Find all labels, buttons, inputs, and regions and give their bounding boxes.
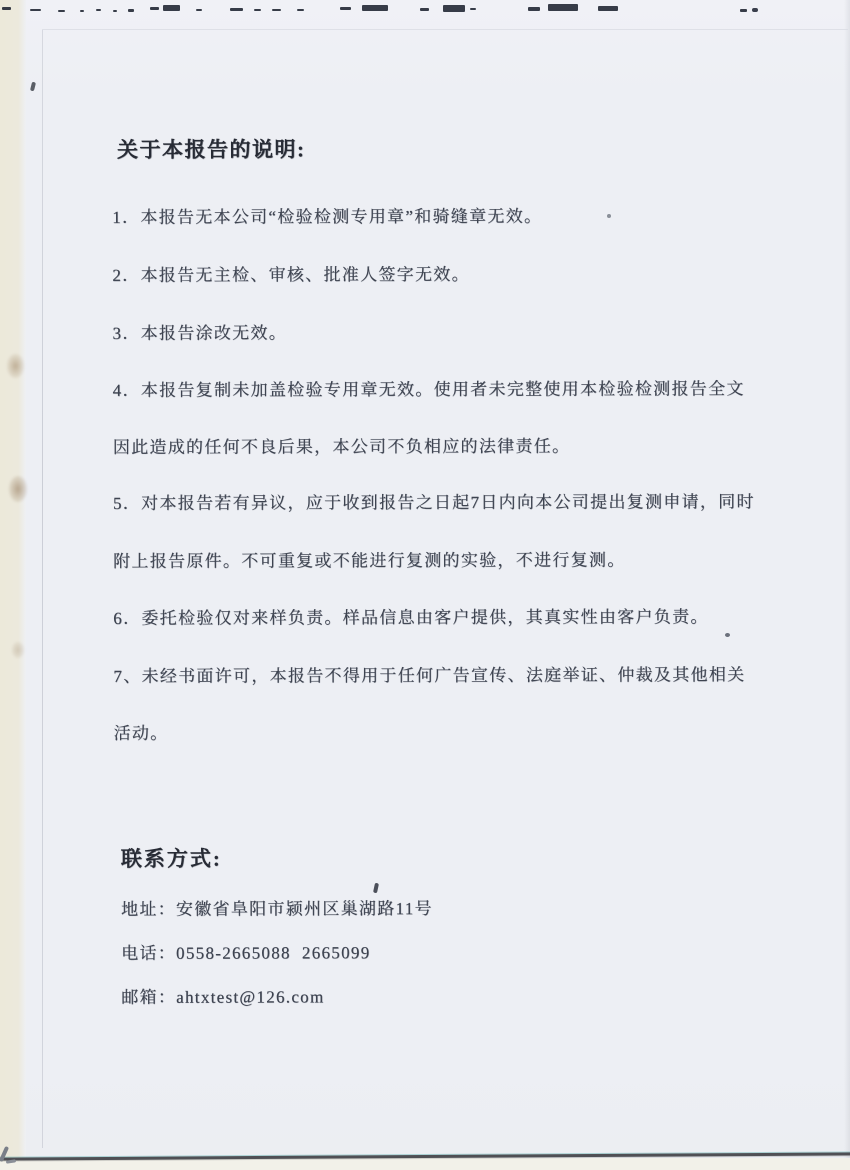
note-line-5a: 5．对本报告若有异议，应于收到报告之日起7日内向本公司提出复测申请，同时 [112, 492, 755, 513]
note-line-1: 1．本报告无本公司“检验检测专用章”和骑缝章无效。 [112, 206, 543, 227]
contact-phone: 电话：0558-2665088 2665099 [121, 943, 371, 963]
note-line-5b: 附上报告原件。不可重复或不能进行复测的实验，不进行复测。 [113, 550, 626, 571]
note-line-7b: 活动。 [113, 723, 169, 743]
note-line-7a: 7、未经书面许可，本报告不得用于任何广告宣传、法庭举证、仲裁及其他相关 [113, 665, 746, 686]
contact-address: 地址：安徽省阜阳市颍州区巢湖路11号 [120, 899, 433, 919]
note-line-2: 2．本报告无主检、审核、批准人签字无效。 [112, 264, 470, 285]
contact-email: 邮箱：ahtxtest@126.com [121, 987, 325, 1007]
document-title: 关于本报告的说明: [116, 137, 306, 162]
note-line-3: 3．本报告涂改无效。 [112, 323, 288, 343]
note-line-4b: 因此造成的任何不良后果，本公司不负相应的法律责任。 [112, 436, 571, 457]
note-line-6: 6．委托检验仅对来样负责。样品信息由客户提供，其真实性由客户负责。 [113, 607, 709, 628]
contact-heading: 联系方式: [120, 846, 222, 871]
note-line-4a: 4．本报告复制未加盖检验专用章无效。使用者未完整使用本检验检测报告全文 [112, 379, 745, 400]
